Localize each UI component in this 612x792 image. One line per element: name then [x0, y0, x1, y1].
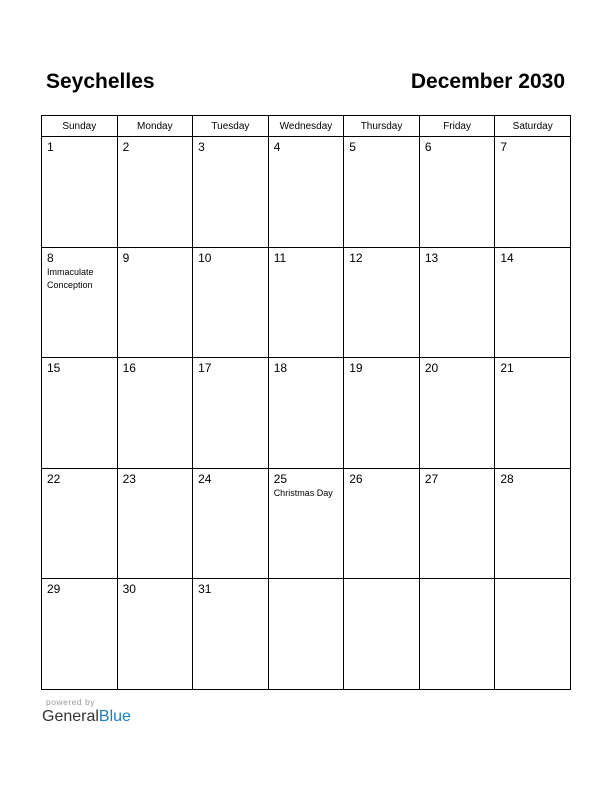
weekday-header: Thursday: [344, 116, 420, 137]
day-number: 28: [500, 471, 514, 486]
weekday-header: Wednesday: [268, 116, 344, 137]
day-number: 9: [122, 250, 130, 265]
weekday-header: Sunday: [42, 116, 118, 137]
day-cell: [117, 247, 193, 358]
day-number: 12: [349, 250, 363, 265]
day-number: 14: [500, 250, 514, 265]
day-number: 2: [122, 140, 130, 154]
day-number: 17: [198, 361, 212, 376]
day-number: 22: [47, 471, 61, 486]
day-cell: [419, 137, 495, 248]
day-cell: [117, 579, 193, 690]
day-cell: [419, 579, 495, 690]
day-cell: [344, 247, 420, 358]
country-title: Seychelles: [46, 70, 155, 93]
day-cell: [419, 358, 495, 469]
day-cell: [344, 358, 420, 469]
day-number: 8: [47, 250, 54, 265]
day-cell: [42, 247, 118, 358]
day-number: 5: [349, 140, 356, 154]
day-number: 6: [424, 140, 432, 154]
day-number: 16: [122, 361, 136, 376]
day-cell: [193, 358, 269, 469]
holiday-label: Immaculate Conception: [47, 266, 94, 290]
day-cell: [268, 358, 344, 469]
day-number: 3: [198, 140, 205, 154]
day-cell: [42, 579, 118, 690]
week-row: [42, 247, 571, 358]
day-cell: [42, 137, 118, 248]
day-cell: [117, 137, 193, 248]
logo-text-blue: Blue: [98, 708, 131, 725]
day-cell: [193, 247, 269, 358]
day-cell: [117, 468, 193, 579]
weekday-header: Saturday: [495, 116, 571, 137]
day-number: 26: [349, 471, 363, 486]
day-number: 1: [47, 140, 54, 154]
day-cell: [419, 247, 495, 358]
day-number: 29: [47, 582, 61, 597]
day-number: 19: [349, 361, 363, 376]
day-cell: [344, 468, 420, 579]
day-number: 31: [198, 582, 212, 597]
day-number: 4: [273, 140, 281, 154]
day-number: 25: [273, 471, 288, 486]
day-cell: [268, 579, 344, 690]
day-number: 20: [424, 361, 439, 376]
day-number: 13: [424, 250, 439, 265]
day-number: 24: [198, 471, 212, 486]
generalblue-logo[interactable]: [42, 708, 131, 726]
day-number: 11: [273, 250, 287, 265]
day-cell: [268, 468, 344, 579]
day-cell: [117, 358, 193, 469]
logo-text-general: General: [42, 708, 99, 725]
calendar-grid: [41, 115, 571, 690]
day-cell: [193, 468, 269, 579]
holiday-label: Christmas Day: [273, 487, 333, 498]
day-cell: [419, 468, 495, 579]
month-title: December 2030: [410, 70, 565, 93]
day-number: 10: [198, 250, 212, 265]
week-row: [42, 358, 571, 469]
day-number: 18: [273, 361, 288, 376]
day-cell: [495, 358, 571, 469]
weekday-header: Tuesday: [193, 116, 269, 137]
day-number: 27: [424, 471, 439, 486]
day-cell: [193, 137, 269, 248]
day-cell: [268, 137, 344, 248]
day-cell: [495, 137, 571, 248]
week-row: [42, 468, 571, 579]
weekday-header-row: [42, 116, 571, 137]
day-cell: [344, 579, 420, 690]
day-cell: [42, 468, 118, 579]
day-cell: [344, 137, 420, 248]
day-number: 21: [500, 361, 514, 376]
day-number: 23: [122, 471, 136, 486]
weekday-header: Monday: [117, 116, 193, 137]
week-row: [42, 579, 571, 690]
day-cell: [268, 247, 344, 358]
day-number: 30: [122, 582, 136, 597]
week-row: [42, 137, 571, 248]
day-cell: [193, 579, 269, 690]
branding: [42, 697, 131, 726]
day-cell: [42, 358, 118, 469]
day-cell: [495, 468, 571, 579]
day-cell: [495, 579, 571, 690]
powered-by-text: powered by: [46, 697, 95, 707]
day-number: 15: [47, 361, 61, 376]
day-number: 7: [500, 140, 508, 154]
day-cell: [495, 247, 571, 358]
weekday-header: Friday: [419, 116, 495, 137]
